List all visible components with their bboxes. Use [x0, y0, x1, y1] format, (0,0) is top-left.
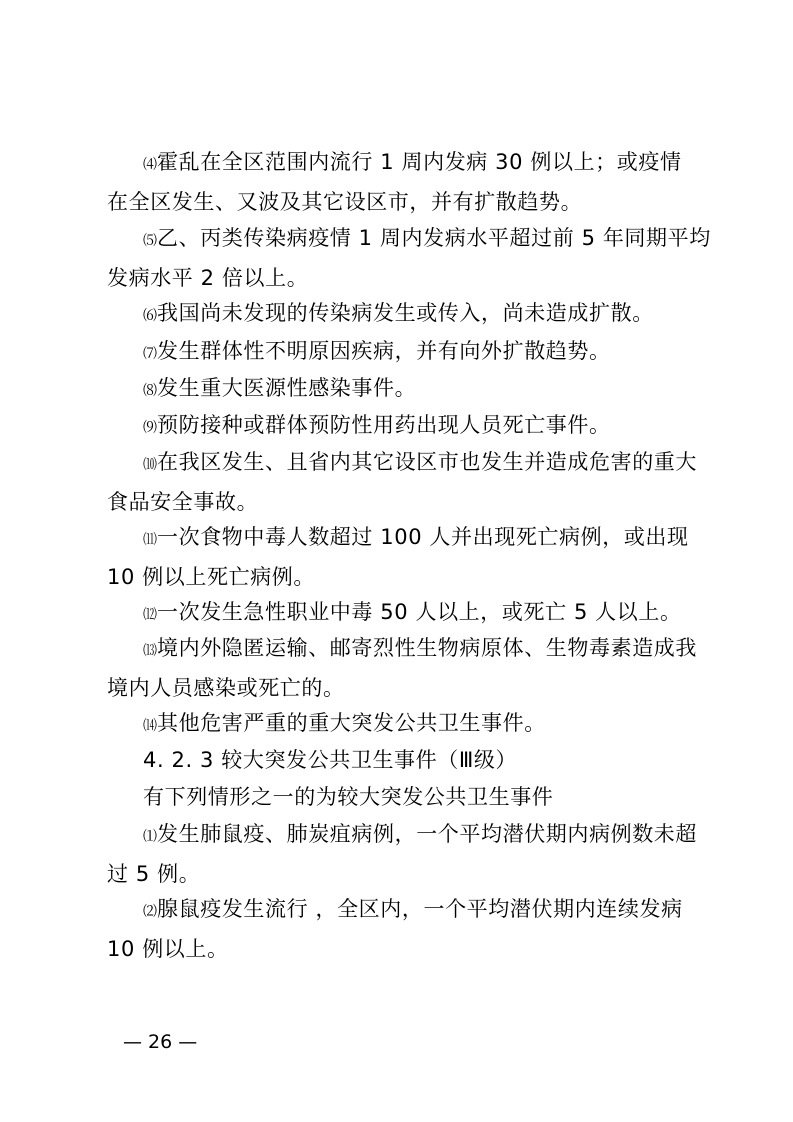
line: 境内人员感染或死亡的。: [107, 676, 345, 700]
item-number: ⑴: [143, 829, 157, 845]
section-heading: [107, 742, 697, 779]
paragraph-pneumonic-plague: [107, 816, 697, 893]
paragraph-vaccination-death: [107, 407, 697, 447]
paragraph-food-poisoning: [107, 519, 697, 596]
line: 食品安全事故。: [107, 490, 259, 514]
paragraph-food-safety: [107, 444, 697, 521]
item-number: ⑽: [143, 457, 157, 473]
item-number: ⒀: [143, 643, 157, 659]
item-number: ⑷: [143, 157, 157, 173]
line: ⑼预防接种或群体预防性用药出现人员死亡事件。: [143, 413, 611, 437]
line: ⒀境内外隐匿运输、邮寄烈性生物病原体、生物毒素造成我: [143, 636, 697, 660]
line: 在全区发生、又波及其它设区市，并有扩散趋势。: [107, 190, 583, 214]
paragraph-occupational-poisoning: [107, 594, 697, 634]
item-number: ⑾: [143, 532, 157, 548]
paragraph-other-events: [107, 705, 697, 745]
paragraph-class-bc-epidemic: [107, 220, 711, 297]
line: 10 例以上。: [107, 937, 229, 961]
item-number: ⑸: [143, 233, 157, 249]
paragraph-cholera: [107, 144, 697, 221]
line: ⑴发生肺鼠疫、肺炭疽病例，一个平均潜伏期内病例数未超: [143, 822, 697, 846]
line: ⑺发生群体性不明原因疾病，并有向外扩散趋势。: [143, 339, 611, 363]
item-number: ⑿: [143, 607, 157, 623]
line: ⑵腺鼠疫发生流行 ，全区内，一个平均潜伏期内连续发病: [143, 897, 683, 921]
page-number: — 26 —: [123, 1031, 198, 1053]
item-number: ⑻: [143, 383, 157, 399]
line: ⑸乙、丙类传染病疫情 1 周内发病水平超过前 5 年同期平均: [143, 226, 711, 250]
line: 4. 2. 3 较大突发公共卫生事件（Ⅲ级）: [143, 748, 518, 772]
paragraph-bubonic-plague: [107, 891, 697, 968]
line: ⑻发生重大医源性感染事件。: [143, 376, 417, 400]
line: 有下列情形之一的为较大突发公共卫生事件: [143, 785, 554, 809]
line: ⒁其他危害严重的重大突发公共卫生事件。: [143, 711, 546, 735]
line: ⑷霍乱在全区范围内流行 1 周内发病 30 例以上；或疫情: [143, 150, 682, 174]
paragraph-iatrogenic-infection: [107, 370, 697, 410]
line: 发病水平 2 倍以上。: [107, 266, 309, 290]
line: ⑾一次食物中毒人数超过 100 人并出现死亡病例，或出现: [143, 525, 689, 549]
paragraph-unknown-disease: [107, 333, 697, 373]
section-intro: [107, 779, 697, 816]
paragraph-pathogen-transport: [107, 630, 697, 707]
item-number: ⒁: [143, 718, 157, 734]
line: 10 例以上死亡病例。: [107, 565, 315, 589]
line: 过 5 例。: [107, 862, 201, 886]
item-number: ⑹: [143, 308, 157, 324]
item-number: ⑼: [143, 420, 157, 436]
line: ⑽在我区发生、且省内其它设区市也发生并造成危害的重大: [143, 450, 697, 474]
item-number: ⑺: [143, 346, 157, 362]
paragraph-new-disease: [107, 295, 697, 335]
line: ⑹我国尚未发现的传染病发生或传入，尚未造成扩散。: [143, 301, 654, 325]
line: ⑿一次发生急性职业中毒 50 人以上，或死亡 5 人以上。: [143, 600, 682, 624]
item-number: ⑵: [143, 904, 157, 920]
